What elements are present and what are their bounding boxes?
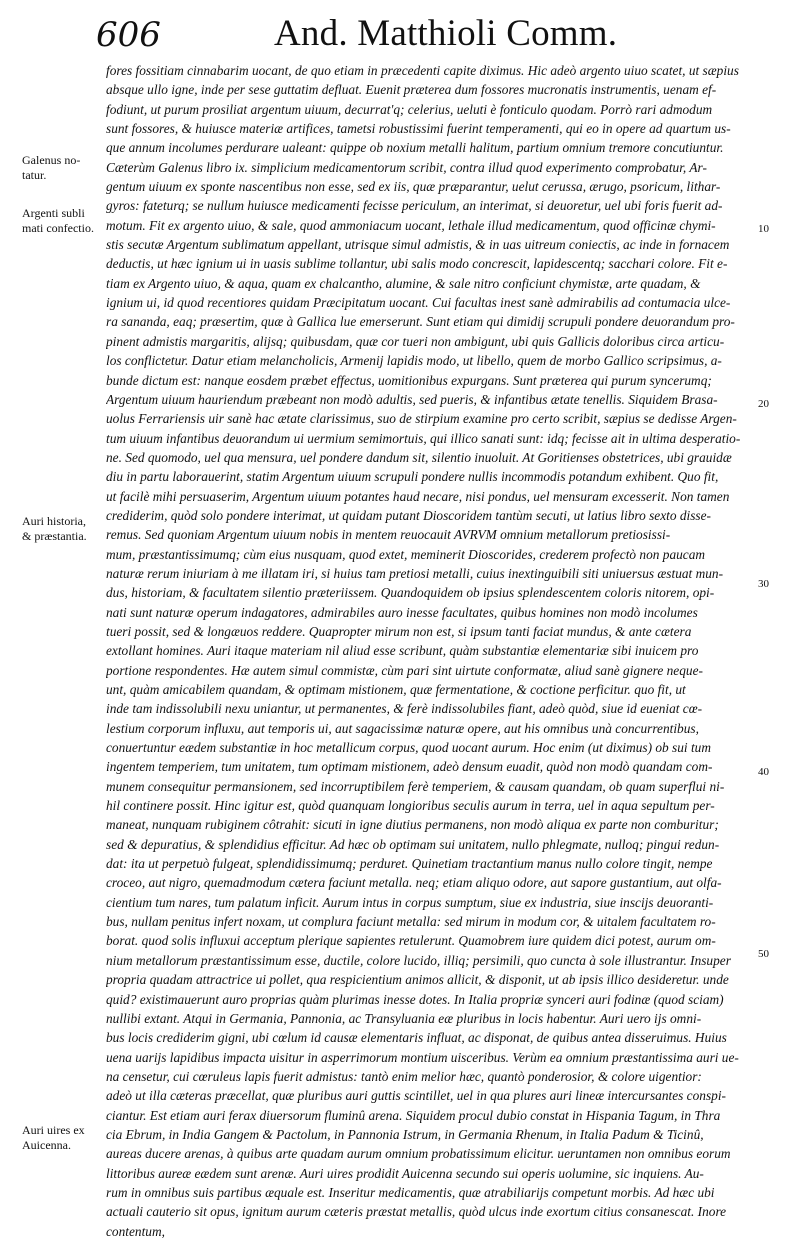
text-line: remus. Sed quoniam Argentum uiuum nobis in mentem reuocauit AVRVM omnium metallorum pretiosissi- [106, 527, 671, 543]
margin-note-line: Argenti subli [22, 206, 85, 220]
text-line: nati sunt naturæ operum indagatores, admirabiles auro inesse facultates, quibus homines non modò incolumes [106, 604, 698, 620]
text-line: hil continere possit. Hinc igitur est, quòd quanquam longioribus seculis aurum in terra, uel in aqua sepultum per- [106, 798, 715, 814]
text-line: lestium corporum influxu, aut temporis ui, aut sagacissimæ naturæ opere, aut his omnibus unà concurrentibus, [106, 720, 699, 736]
text-line: maneat, nunquam rubiginem côtrahit: sicuti in igne diutius permanens, non modò aliqua ex parte non comburitur; [106, 817, 719, 833]
line-number: 50 [758, 948, 769, 960]
text-line: Cæterùm Galenus libro ix. simplicium medicamentorum scribit, contra illud quod experimento comprobatur, Ar- [106, 159, 707, 175]
text-line: unt, quàm amicabilem quandam, & optimam mistionem, quæ fermentatione, & coctione perficitur. quo fit, ut [106, 682, 686, 697]
text-line: uena uarijs lapidibus impacta uisitur in asperrimorum montium uisceribus. Verùm ea omnium præstantissima auri ue- [106, 1049, 739, 1065]
text-line: cientium tum nares, tum palatum inficit. Aurum intus in corpus sumptum, siue ex industria, siue inscijs deuoranti- [106, 894, 714, 910]
text-line: gyros: fateturq; se nullum huiusce medicamenti fecisse periculum, an interimat, si deuoretur, uel ubi foris fuerit ad- [106, 198, 723, 214]
text-line: tiam ex Argento uiuo, & aqua, quam ex chalcantho, alumine, & sale nitro conficiunt chymistæ, arte quadam, & [106, 275, 701, 291]
text-line: nullibi extant. Atqui in Germania, Pannonia, ac Transyluania eæ pluribus in locis habentur. Auri uero ijs omni- [106, 1010, 702, 1026]
text-line: tum uiuum infantibus deuorandum ui uermium semimortuis, qui illico sanati sunt: idq; fecisse ait in ultima desperatio- [106, 430, 741, 446]
margin-note-line: Auri uires ex [22, 1123, 85, 1137]
text-line: bus locis crediderim gigni, ubi cœlum id causæ elementaris influat, ac disponat, de quibus antea disseruimus. Huius [106, 1030, 727, 1046]
text-line: Argentum uiuum hauriendum præbeant non modò adultis, sed pueris, & infantibus ætate tenellis. Siquidem Brasa- [106, 391, 718, 407]
text-line: bunde dictum est: nanque eosdem præbet effectus, uomitionibus expurgans. Sunt præterea qui purum syncerumq; [106, 372, 712, 388]
text-line: extollant homines. Auri itaque materiam nil aliud esse scribunt, quàm substantiæ elementariæ sibi inuicem pro [106, 643, 699, 659]
text-line: conuertuntur eædem substantiæ in hoc metallicum corpus, quod uocant aurum. Hoc enim (ut diximus) ob sui tum [106, 740, 711, 756]
text-line: sed & depuratius, & splendidius efficitur. Ad hæc ob optimam sui unitatem, nullo phlegmate, nulloq; pingui redun- [106, 836, 720, 852]
margin-note-line: Galenus no- [22, 153, 81, 167]
text-line: inde tam indissolubili nexu uniantur, ut permanentes, & ferè indissolubiles fiant, adeò quòd, siue id eueniat cœ- [106, 701, 703, 717]
text-line: diu in partu laborauerint, statim Argentum uiuum scrupuli pondere nullis incommodis potandum exhibent. Quo fit, [106, 469, 719, 485]
text-line: propria quadam attractrice ui pollet, qua respicientium animos allicit, & disponit, ut ab ipsis illico desideretur. unde [106, 972, 729, 988]
text-line: absque ullo igne, inde per sese guttatim defluat. Euenit præterea dum fossores mucronatis instrumentis, uenam ef- [106, 82, 717, 98]
running-title: And. Matthioli Comm. [274, 13, 618, 54]
text-line: ne. Sed quomodo, uel qua mensura, uel pondere dandum sit, silentio inuoluit. At Goritienses obstetrices, ubi grauidæ [106, 449, 732, 465]
line-number: 40 [758, 766, 769, 778]
text-line: mum, præstantissimumq; cùm eius nusquam, quod extet, meminerit Dioscorides, crederem profectò non paucam [106, 546, 706, 562]
text-line: sunt fossores, & huiusce materiæ artifices, tametsi robustissimi fuerint temperamenti, qui eo in opere ad quartum us- [106, 121, 731, 137]
page-header [96, 14, 736, 56]
text-line: fores fossitiam cinnabarim uocant, de quo etiam in præcedenti capite diximus. Hic adeò argento uiuo scatet, ut sæpius [106, 63, 739, 78]
text-line: stis secutæ Argentum sublimatum appellant, utrisque simul admistis, & in uas uitreum coniectis, ac inde in fornacem [106, 237, 730, 253]
margin-note-line: Auri historia, [22, 514, 86, 528]
text-line: littoribus aureæ eædem sunt arenæ. Auri uires prodidit Auicenna secundo sui operis uolumine, sic inquiens. Au- [106, 1165, 704, 1181]
margin-note-line: Auicenna. [22, 1138, 71, 1152]
text-line: dus, historiam, & facultatem silentio præteriissem. Quandoquidem ob ipsius splendescentem coloris nitorem, opi- [106, 585, 715, 601]
text-line: ra sananda, eaq; præsertim, quæ à Gallica lue emerserunt. Sunt etiam qui dimidij scrupuli pondere deuorandum pro- [106, 314, 735, 330]
margin-note-line: & præstantia. [22, 529, 87, 543]
margin-note-auri-uires [22, 1123, 104, 1153]
text-line: croceo, aut nigro, quemadmodum cætera faciunt metalla. neq; etiam aliquo odore, aut sapore gustantium, aut olfa- [106, 875, 722, 891]
text-line: ciantur. Est etiam auri ferax diuersorum fluminû arena. Siquidem procul dubio constat in Hispania Tagum, in Thra [106, 1107, 721, 1123]
text-line: contentum, [106, 1223, 165, 1239]
text-line: ignium ui, id quod recentiores quidam Præcipitatum uocant. Cui facultas inest sanè admirabilis ad contumacia ulce- [106, 295, 731, 311]
page-number: 606 [96, 15, 161, 55]
text-line: dat: ita ut perpetuò fulgeat, splendidissimumq; perduret. Quinetiam tractantium manus nullo colore tingit, nempe [106, 856, 713, 872]
text-line: portione respondentes. Hæ autem simul commistæ, cùm pari sint uirtute conformatæ, aliud sanè gignere neque- [106, 662, 703, 678]
margin-note-argenti [22, 206, 104, 236]
margin-note-galenus [22, 153, 104, 183]
line-number: 20 [758, 398, 769, 410]
text-line: cia Ebrum, in India Gangem & Pactolum, in Pannonia Istrum, in Germania Rhenum, in Italia Padum & Ticinû, [106, 1126, 704, 1142]
text-line: aureas ducere arenas, à quibus arte quadam aurum omnium probatissimum elicitur. ueruntamen non omnibus eorum [106, 1146, 731, 1162]
text-line: naturæ rerum iniuriam à me illatam iri, si huius tam pretiosi metalli, cuius inextinguibili siti uniuersus æstuat mun- [106, 565, 724, 581]
text-line: adeò ut illa cæteras præcellat, quæ pluribus auri guttis scintillet, uel in qua plures auri lineæ intercursantes conspi- [106, 1088, 726, 1104]
text-line: tueri possit, sed & longæuos reddere. Quapropter mirum non est, si ipsum tanti faciat mundus, & ante cætera [106, 623, 692, 639]
text-line: crediderim, quòd solo pondere interimat, ut quidam putant Dioscoridem tantùm secuti, ut latius libro sexto disse- [106, 507, 711, 523]
margin-note-auri-historia [22, 514, 104, 544]
text-line: gentum uiuum ex sponte nascentibus non esse, sed ex iis, quæ præparantur, uelut cerussa, ærugo, psoricum, lithar- [106, 179, 721, 195]
text-line: deductis, ut hæc ignium ui in uasis sublime tollantur, ubi salis modo concrescit, lapidescentq; sacchari colore. Fit e- [106, 256, 728, 272]
text-line: pinent admistis margaritis, alijsq; quibusdam, quæ cor tueri non ambigunt, ubi quis Gallicis doloribus circa articu- [106, 333, 725, 349]
text-line: rum in omnibus suis partibus æquale est. Inseritur medicamentis, quæ atrabiliarijs competunt morbis. Ad hæc ubi [106, 1184, 715, 1200]
line-number: 30 [758, 578, 769, 590]
text-line: ingentem temperiem, tum unitatem, tum optimam mistionem, adeò densum euadit, quòd non modò quandam com- [106, 759, 713, 775]
body-text [106, 61, 766, 1241]
text-line: uolus Ferrariensis uir sanè hac ætate clarissimus, suo de stirpium examine pro certo scribit, sæpius se dedisse Argen- [106, 411, 737, 427]
text-line: motum. Fit ex argento uiuo, & sale, quod ammoniacum uocant, lethale illud medicamentum, quod officinæ chymi- [106, 217, 716, 233]
text-line: que annum incolumes perdurare ualeant: quippe ob noxium metalli halitum, partium omnium tremore concutiuntur. [106, 140, 724, 156]
text-line: na censetur, cui cœruleus lapis fuerit admistus: tantò enim melior hæc, quantò ponderosior, & colore uigentior: [106, 1068, 702, 1084]
text-line: munem consequitur permansionem, sed incorruptibilem ferè temperiem, & causam quandam, ob quam superflui ni- [106, 778, 725, 794]
text-line: fodiunt, ut purum prosiliat argentum uiuum, decurrat'q; celerius, ueluti è fonticulo quodam. Porrò rari admodum [106, 101, 713, 117]
text-line: bus, nullam penitus infert noxam, ut complura faciunt metalla: sed mirum in modum cor, & uitalem facultatem ro- [106, 914, 716, 930]
margin-note-line: mati confectio. [22, 221, 94, 235]
text-line: borat. quod solis influxui acceptum plerique sapientes retulerunt. Quamobrem iure quidem dici potest, aurum om- [106, 933, 716, 949]
text-line: quid? existimauerunt auro proprias quàm plurimas inesse dotes. In Italia propriæ synceri auri fodinæ (quod sciam) [106, 991, 724, 1007]
text-line: nium metallorum præstantissimum esse, ductile, colore lucido, illiq; persimili, quo cuncta à sole illustrantur. Insuper [106, 952, 731, 968]
margin-note-line: tatur. [22, 168, 47, 182]
text-line: ut facilè mihi persuaserim, Argentum uiuum potantes haud necare, nisi pondus, uel mensuram excesserit. Non tamen [106, 488, 730, 504]
text-line: los conflictetur. Datur etiam melancholicis, Armenij lapidis modo, ut libello, quem de morbo Gallico scripsimus, a- [106, 353, 722, 369]
text-line: actuali cauterio sit opus, ignitum aurum cæteris præstat metallis, quòd ulcus inde exortum citius consanescat. Inore [106, 1204, 727, 1220]
line-number: 10 [758, 223, 769, 235]
